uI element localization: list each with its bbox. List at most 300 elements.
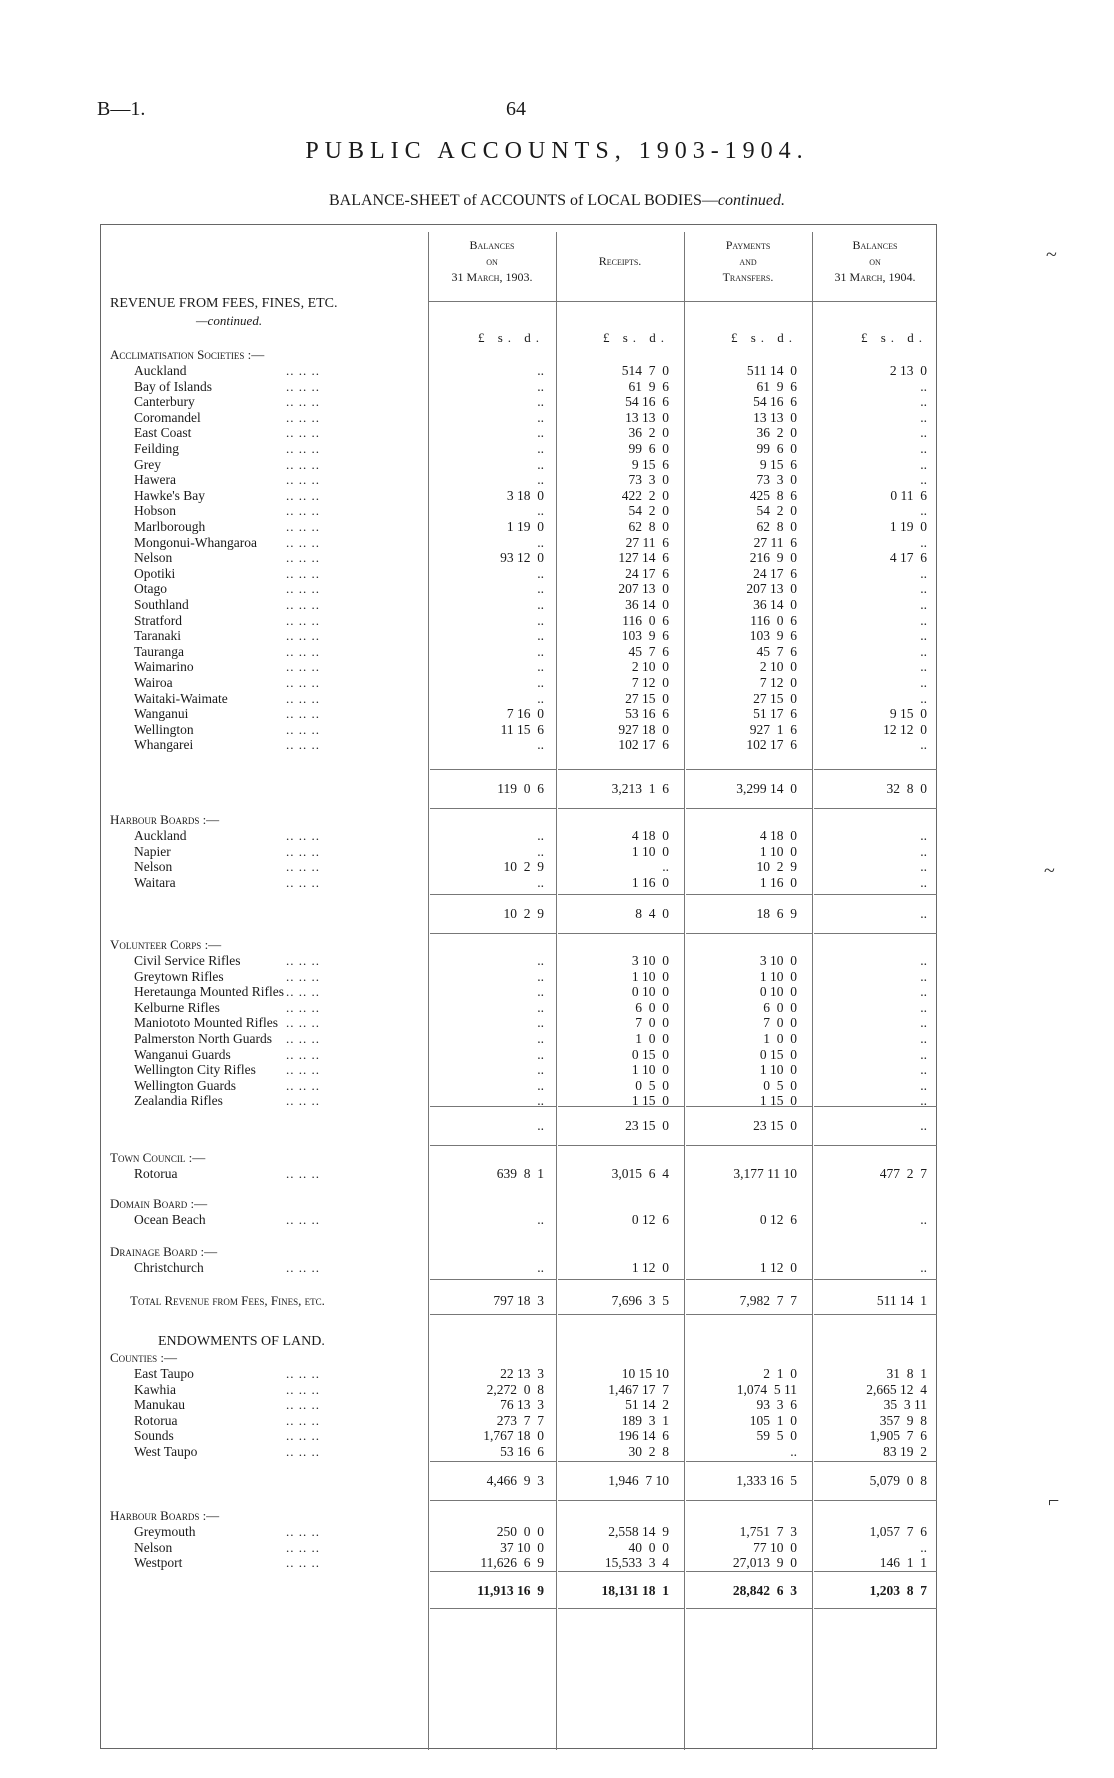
- total-rule: [430, 1314, 556, 1315]
- unit-label: £ s. d.: [477, 330, 544, 345]
- leader-dots: .. .. ..: [286, 721, 320, 737]
- amount-cell: 76 13 3: [500, 1397, 544, 1413]
- leader-dots: .. .. ..: [286, 409, 320, 425]
- amount-cell: 6 0 0: [635, 999, 669, 1015]
- total-rule: [430, 1145, 556, 1146]
- row-label: Grey: [134, 456, 161, 472]
- amount-cell: ..: [537, 1046, 544, 1062]
- amount-cell: 45 7 6: [756, 643, 797, 659]
- leader-dots: .. .. ..: [286, 628, 320, 644]
- row-label: Canterbury: [134, 394, 195, 410]
- amount-cell: 927 18 0: [618, 721, 669, 737]
- row-label: Whangarei: [134, 737, 194, 753]
- amount-cell: ..: [537, 378, 544, 394]
- amount-cell: 102 17 6: [746, 737, 797, 753]
- amount-cell: 207 13 0: [618, 581, 669, 597]
- amount-cell: 62 8 0: [756, 519, 797, 534]
- amount-cell: ..: [920, 859, 927, 875]
- amount-cell: 2 10 0: [631, 659, 669, 675]
- column-heading-line: Balances: [852, 238, 898, 252]
- amount-cell: ..: [920, 643, 927, 659]
- amount-cell: 102 17 6: [618, 737, 669, 753]
- column-heading-line: Transfers.: [722, 270, 774, 284]
- leader-dots: .. .. ..: [286, 487, 320, 503]
- leader-dots: .. .. ..: [286, 581, 320, 597]
- amount-cell: 77 10 0: [753, 1539, 797, 1555]
- total-rule: [430, 1106, 556, 1107]
- row-label: Christchurch: [134, 1260, 204, 1275]
- row-label: Wellington Guards: [134, 1077, 237, 1093]
- row-label: Hawke's Bay: [134, 487, 206, 503]
- row-label: Wellington City Rifles: [134, 1062, 256, 1078]
- leader-dots: .. .. ..: [286, 706, 320, 722]
- column-heading-line: and: [739, 254, 757, 268]
- row-label: Mongonui-Whangaroa: [134, 534, 257, 550]
- leader-dots: .. .. ..: [286, 953, 320, 968]
- total-rule: [814, 1279, 937, 1280]
- leader-dots: .. .. ..: [286, 503, 320, 519]
- amount-cell: 1 12 0: [759, 1260, 797, 1275]
- row-label: Nelson: [134, 859, 173, 875]
- row-label: Wellington: [134, 721, 194, 737]
- amount-cell: 1 16 0: [759, 874, 797, 890]
- row-label: Heretaunga Mounted Rifles: [134, 984, 284, 1000]
- amount-cell: 11,913 16 9: [477, 1583, 544, 1598]
- amount-cell: 61 9 6: [628, 378, 669, 394]
- column-heading-line: Balances: [469, 238, 515, 252]
- amount-cell: 1 10 0: [759, 1062, 797, 1078]
- amount-cell: ..: [920, 378, 927, 394]
- amount-cell: ..: [920, 737, 927, 753]
- total-rule: [814, 1145, 937, 1146]
- amount-cell: 10 2 9: [503, 906, 544, 921]
- section-heading: Counties :—: [110, 1350, 178, 1365]
- total-rule: [430, 1461, 556, 1462]
- leader-dots: .. .. ..: [286, 394, 320, 410]
- row-label: Coromandel: [134, 409, 201, 425]
- amount-cell: 36 2 0: [756, 425, 797, 441]
- row-label: East Taupo: [134, 1366, 194, 1381]
- amount-cell: ..: [537, 968, 544, 984]
- page-subtitle: [0, 192, 1114, 210]
- amount-cell: 797 18 3: [493, 1293, 544, 1308]
- leader-dots: .. .. ..: [286, 1444, 320, 1459]
- amount-cell: 1,333 16 5: [736, 1473, 797, 1488]
- row-label: Greytown Rifles: [134, 968, 224, 984]
- total-rule: [558, 933, 684, 934]
- column-heading-line: on: [869, 254, 881, 268]
- column-rule: [556, 232, 557, 1750]
- amount-cell: 127 14 6: [618, 550, 669, 566]
- amount-cell: ..: [537, 472, 544, 488]
- total-rule: [430, 894, 556, 895]
- leader-dots: .. .. ..: [286, 1015, 320, 1031]
- amount-cell: 31 8 1: [886, 1366, 927, 1381]
- column-rule: [428, 232, 429, 1750]
- amount-cell: 7,982 7 7: [739, 1293, 797, 1308]
- amount-cell: 2,665 12 4: [866, 1381, 927, 1397]
- row-label: Auckland: [134, 363, 187, 378]
- leader-dots: .. .. ..: [286, 534, 320, 550]
- amount-cell: 51 14 2: [625, 1397, 669, 1413]
- amount-cell: 196 14 6: [618, 1428, 669, 1444]
- amount-cell: ..: [537, 409, 544, 425]
- amount-cell: ..: [537, 999, 544, 1015]
- amount-cell: 54 2 0: [756, 503, 797, 519]
- section-heading: Acclimatisation Societies :—: [110, 347, 265, 362]
- amount-cell: ..: [920, 1260, 927, 1275]
- total-rule: [430, 933, 556, 934]
- amount-cell: ..: [920, 843, 927, 859]
- leader-dots: .. .. ..: [286, 1412, 320, 1428]
- leader-dots: .. .. ..: [286, 1077, 320, 1093]
- amount-cell: 1,905 7 6: [869, 1428, 927, 1444]
- total-rule: [814, 808, 937, 809]
- leader-dots: .. .. ..: [286, 659, 320, 675]
- amount-cell: 18 6 9: [756, 906, 797, 921]
- amount-cell: 62 8 0: [628, 519, 669, 534]
- total-rule: [686, 1314, 812, 1315]
- total-rule: [686, 1608, 812, 1609]
- amount-cell: 7 12 0: [631, 675, 669, 690]
- amount-cell: ..: [920, 441, 927, 456]
- section-heading: Volunteer Corps :—: [110, 937, 222, 952]
- amount-cell: ..: [537, 690, 544, 706]
- leader-dots: .. .. ..: [286, 1555, 320, 1571]
- leader-dots: .. .. ..: [286, 1046, 320, 1062]
- row-label: Ocean Beach: [134, 1212, 206, 1227]
- amount-cell: ..: [920, 1212, 927, 1227]
- amount-cell: ..: [537, 659, 544, 675]
- amount-cell: 4,466 9 3: [486, 1473, 544, 1488]
- amount-cell: ..: [920, 565, 927, 581]
- total-rule: [814, 894, 937, 895]
- leader-dots: .. .. ..: [286, 859, 320, 875]
- total-rule: [558, 769, 684, 770]
- amount-cell: 189 3 1: [621, 1412, 669, 1428]
- leader-dots: .. .. ..: [286, 1524, 320, 1539]
- amount-cell: ..: [920, 1077, 927, 1093]
- amount-cell: ..: [662, 859, 669, 875]
- total-rule: [686, 894, 812, 895]
- amount-cell: 36 2 0: [628, 425, 669, 441]
- row-label: Otago: [134, 581, 167, 597]
- amount-cell: 1,074 5 11: [736, 1381, 797, 1397]
- leader-dots: .. .. ..: [286, 1381, 320, 1397]
- amount-cell: ..: [920, 968, 927, 984]
- amount-cell: ..: [920, 906, 927, 921]
- amount-cell: 24 17 6: [625, 565, 669, 581]
- amount-cell: 3,299 14 0: [736, 781, 797, 796]
- amount-cell: ..: [537, 1077, 544, 1093]
- leader-dots: .. .. ..: [286, 737, 320, 753]
- row-label: Napier: [134, 843, 171, 859]
- amount-cell: 514 7 0: [621, 363, 669, 378]
- row-label: Stratford: [134, 612, 182, 628]
- row-label: Maniototo Mounted Rifles: [134, 1015, 278, 1031]
- row-label: Sounds: [134, 1428, 174, 1444]
- column-heading-line: on: [486, 254, 498, 268]
- row-label: Westport: [134, 1555, 183, 1571]
- amount-cell: ..: [537, 363, 544, 378]
- amount-cell: ..: [920, 1093, 927, 1109]
- total-rule: [814, 1314, 937, 1315]
- amount-cell: ..: [537, 456, 544, 472]
- amount-cell: ..: [537, 425, 544, 441]
- amount-cell: 32 8 0: [886, 781, 927, 796]
- leader-dots: .. .. ..: [286, 690, 320, 706]
- amount-cell: 1 15 0: [631, 1093, 669, 1109]
- leader-dots: .. .. ..: [286, 1212, 320, 1227]
- subtitle-main: BALANCE-SHEET of ACCOUNTS of LOCAL BODIES—: [329, 192, 718, 209]
- amount-cell: 54 2 0: [628, 503, 669, 519]
- total-rule: [558, 894, 684, 895]
- amount-cell: 207 13 0: [746, 581, 797, 597]
- leader-dots: .. .. ..: [286, 363, 320, 378]
- amount-cell: 36 14 0: [753, 597, 797, 612]
- row-label: Rotorua: [134, 1412, 178, 1428]
- total-rule: [686, 1106, 812, 1107]
- column-rule: [684, 232, 685, 1750]
- amount-cell: ..: [920, 409, 927, 425]
- section-heading: Domain Board :—: [110, 1196, 208, 1211]
- row-label: Bay of Islands: [134, 378, 212, 394]
- amount-cell: ..: [920, 534, 927, 550]
- leader-dots: .. .. ..: [286, 1428, 320, 1444]
- total-rule: [814, 1500, 937, 1501]
- unit-label: £ s. d.: [602, 330, 669, 345]
- total-rule: [686, 1279, 812, 1280]
- amount-cell: 7 12 0: [759, 675, 797, 690]
- row-label: Palmerston North Guards: [134, 1031, 272, 1046]
- amount-cell: ..: [920, 953, 927, 968]
- amount-cell: 4 17 6: [889, 550, 927, 566]
- amount-cell: 0 15 0: [759, 1046, 797, 1062]
- amount-cell: 1 19 0: [889, 519, 927, 534]
- amount-cell: 2 10 0: [759, 659, 797, 675]
- row-label: West Taupo: [134, 1444, 198, 1459]
- row-label: Kawhia: [134, 1381, 176, 1397]
- margin-mark: ~: [1044, 860, 1055, 882]
- amount-cell: 36 14 0: [625, 597, 669, 612]
- leader-dots: .. .. ..: [286, 968, 320, 984]
- amount-cell: 7,696 3 5: [611, 1293, 669, 1308]
- amount-cell: ..: [537, 1260, 544, 1275]
- amount-cell: 3 10 0: [759, 953, 797, 968]
- row-label: Waitara: [134, 874, 176, 890]
- total-rule: [558, 1314, 684, 1315]
- amount-cell: 1 10 0: [631, 843, 669, 859]
- column-heading-line: Receipts.: [598, 254, 642, 268]
- amount-cell: ..: [537, 597, 544, 612]
- amount-cell: 0 12 6: [759, 1212, 797, 1227]
- leader-dots: .. .. ..: [286, 472, 320, 488]
- total-rule: [430, 769, 556, 770]
- amount-cell: 18,131 18 1: [601, 1583, 669, 1598]
- leader-dots: .. .. ..: [286, 843, 320, 859]
- total-rule: [814, 1571, 937, 1572]
- amount-cell: ..: [920, 628, 927, 644]
- leader-dots: .. .. ..: [286, 456, 320, 472]
- amount-cell: 103 9 6: [621, 628, 669, 644]
- leader-dots: .. .. ..: [286, 984, 320, 1000]
- amount-cell: 1 19 0: [506, 519, 544, 534]
- row-label: Marlborough: [134, 519, 206, 534]
- leader-dots: .. .. ..: [286, 612, 320, 628]
- leader-dots: .. .. ..: [286, 828, 320, 843]
- leader-dots: .. .. ..: [286, 425, 320, 441]
- revenue-continued: —continued.: [196, 313, 263, 328]
- amount-cell: 99 6 0: [628, 441, 669, 456]
- amount-cell: 2,558 14 9: [608, 1524, 669, 1539]
- amount-cell: ..: [790, 1444, 797, 1459]
- amount-cell: 11 15 6: [500, 721, 544, 737]
- amount-cell: 146 1 1: [879, 1555, 927, 1571]
- amount-cell: 3,213 1 6: [611, 781, 669, 796]
- section-heading: Harbour Boards :—: [110, 1508, 220, 1523]
- amount-cell: 511 14 0: [746, 363, 797, 378]
- amount-cell: ..: [920, 1118, 927, 1133]
- amount-cell: 9 15 6: [631, 456, 669, 472]
- amount-cell: 45 7 6: [628, 643, 669, 659]
- amount-cell: 83 19 2: [883, 1444, 927, 1459]
- amount-cell: 23 15 0: [625, 1118, 669, 1133]
- amount-cell: ..: [920, 828, 927, 843]
- amount-cell: 116 0 6: [622, 612, 669, 628]
- margin-mark: ⌐: [1048, 1490, 1060, 1512]
- amount-cell: 12 12 0: [883, 721, 927, 737]
- amount-cell: 105 1 0: [749, 1412, 797, 1428]
- leader-dots: .. .. ..: [286, 1539, 320, 1555]
- unit-label: £ s. d.: [860, 330, 927, 345]
- amount-cell: 273 7 7: [496, 1412, 544, 1428]
- leader-dots: .. .. ..: [286, 519, 320, 534]
- amount-cell: ..: [920, 999, 927, 1015]
- amount-cell: 11,626 6 9: [480, 1555, 544, 1571]
- total-rule: [558, 1608, 684, 1609]
- amount-cell: 511 14 1: [876, 1293, 927, 1308]
- leader-dots: .. .. ..: [286, 378, 320, 394]
- row-label: Taranaki: [134, 628, 182, 644]
- amount-cell: 24 17 6: [753, 565, 797, 581]
- page-title: PUBLIC ACCOUNTS, 1903-1904.: [305, 138, 809, 164]
- amount-cell: 250 0 0: [496, 1524, 544, 1539]
- leader-dots: .. .. ..: [286, 1031, 320, 1046]
- row-label: Waitaki-Waimate: [134, 690, 228, 706]
- total-rule: [814, 769, 937, 770]
- amount-cell: ..: [537, 612, 544, 628]
- amount-cell: 27 11 6: [625, 534, 669, 550]
- amount-cell: ..: [537, 643, 544, 659]
- total-rule: [430, 1608, 556, 1609]
- amount-cell: ..: [537, 628, 544, 644]
- amount-cell: 119 0 6: [497, 781, 544, 796]
- amount-cell: 0 5 0: [763, 1077, 797, 1093]
- amount-cell: ..: [537, 675, 544, 690]
- total-rule: [558, 1500, 684, 1501]
- leader-dots: .. .. ..: [286, 597, 320, 612]
- margin-mark: ~: [1046, 244, 1057, 266]
- total-rule: [430, 808, 556, 809]
- row-label: Wanganui Guards: [134, 1046, 231, 1062]
- total-rule: [686, 769, 812, 770]
- amount-cell: 477 2 7: [879, 1166, 927, 1181]
- total-rule: [686, 808, 812, 809]
- amount-cell: 54 16 6: [625, 394, 669, 410]
- amount-cell: 0 10 0: [759, 984, 797, 1000]
- leader-dots: .. .. ..: [286, 565, 320, 581]
- amount-cell: ..: [537, 503, 544, 519]
- amount-cell: ..: [537, 1062, 544, 1078]
- amount-cell: 1,751 7 3: [739, 1524, 797, 1539]
- amount-cell: 9 15 0: [889, 706, 927, 722]
- amount-cell: 28,842 6 3: [732, 1583, 797, 1598]
- amount-cell: 3 18 0: [506, 487, 544, 503]
- row-label: Rotorua: [134, 1166, 178, 1181]
- amount-cell: 93 12 0: [500, 550, 544, 566]
- total-rule: [430, 1279, 556, 1280]
- leader-dots: .. .. ..: [286, 1260, 320, 1275]
- section-heading: Town Council :—: [110, 1150, 206, 1165]
- amount-cell: ..: [537, 1015, 544, 1031]
- row-label: East Coast: [134, 425, 192, 441]
- amount-cell: 0 5 0: [635, 1077, 669, 1093]
- total-rule: [686, 933, 812, 934]
- amount-cell: ..: [920, 456, 927, 472]
- amount-cell: ..: [537, 953, 544, 968]
- amount-cell: 61 9 6: [756, 378, 797, 394]
- row-label: Feilding: [134, 441, 180, 456]
- amount-cell: ..: [537, 534, 544, 550]
- page-code: B—1.: [97, 98, 146, 120]
- amount-cell: ..: [920, 675, 927, 690]
- amount-cell: 6 0 0: [763, 999, 797, 1015]
- row-label: Auckland: [134, 828, 187, 843]
- row-label: Hobson: [134, 503, 177, 519]
- total-rule: [558, 808, 684, 809]
- total-rule: [814, 1461, 937, 1462]
- amount-cell: 1 16 0: [631, 874, 669, 890]
- amount-cell: 23 15 0: [753, 1118, 797, 1133]
- amount-cell: 7 16 0: [506, 706, 544, 722]
- amount-cell: ..: [537, 828, 544, 843]
- leader-dots: .. .. ..: [286, 643, 320, 659]
- amount-cell: 53 16 6: [625, 706, 669, 722]
- amount-cell: ..: [537, 737, 544, 753]
- amount-cell: 1 15 0: [759, 1093, 797, 1109]
- amount-cell: 27 15 0: [753, 690, 797, 706]
- total-revenue-label: Total Revenue from Fees, Fines, etc.: [130, 1293, 325, 1308]
- row-label: Zealandia Rifles: [134, 1093, 223, 1109]
- total-rule: [558, 1145, 684, 1146]
- amount-cell: 7 0 0: [635, 1015, 669, 1031]
- amount-cell: 7 0 0: [763, 1015, 797, 1031]
- amount-cell: ..: [920, 690, 927, 706]
- row-label: Nelson: [134, 1539, 173, 1555]
- header-rule: [428, 301, 937, 302]
- amount-cell: ..: [537, 565, 544, 581]
- amount-cell: 99 6 0: [756, 441, 797, 456]
- total-rule: [558, 1279, 684, 1280]
- amount-cell: 3,177 11 10: [733, 1166, 797, 1181]
- row-label: Southland: [134, 597, 189, 612]
- amount-cell: 422 2 0: [621, 487, 669, 503]
- total-rule: [686, 1500, 812, 1501]
- leader-dots: .. .. ..: [286, 1093, 320, 1109]
- amount-cell: 27,013 9 0: [732, 1555, 797, 1571]
- amount-cell: 216 9 0: [749, 550, 797, 566]
- amount-cell: ..: [537, 1031, 544, 1046]
